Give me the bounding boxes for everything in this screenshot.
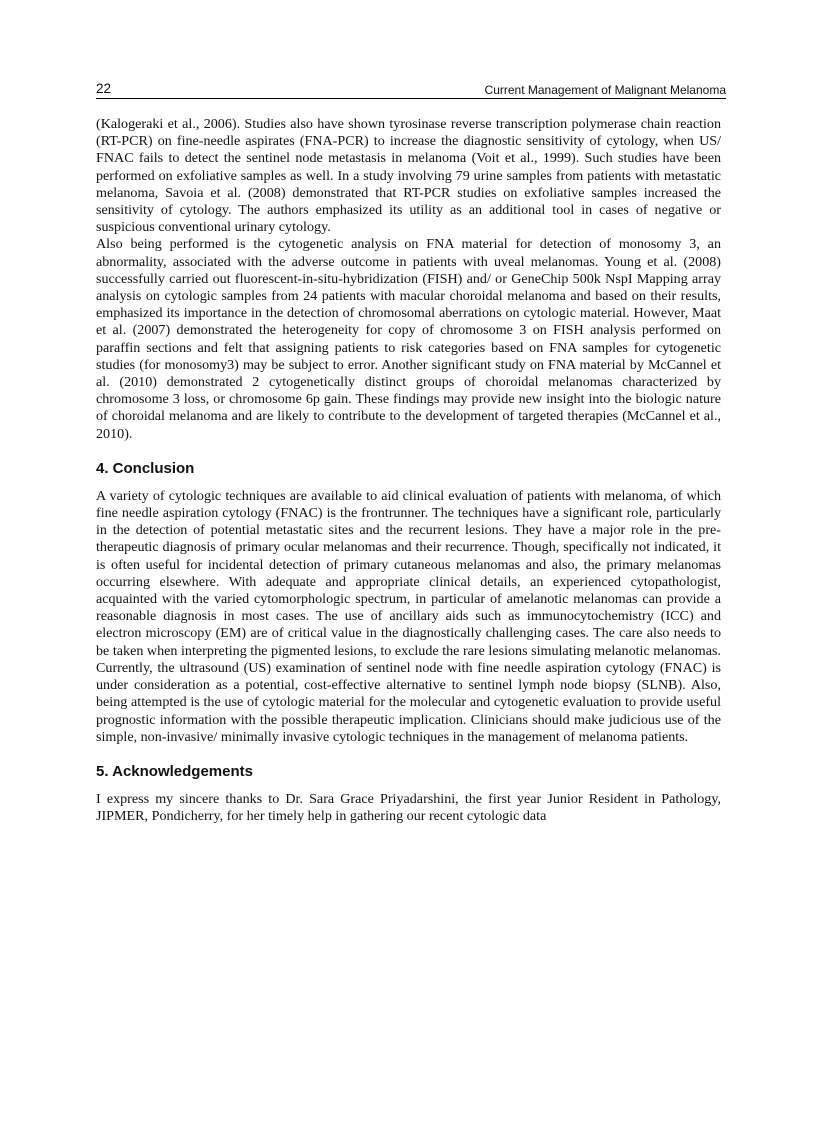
section-heading-acknowledgements: 5. Acknowledgements: [96, 762, 253, 780]
running-header: [96, 80, 726, 99]
paragraph-rt-pcr-studies: (Kalogeraki et al., 2006). Studies also have shown tyrosinase reverse transcription polymerase chain reaction (RT-PCR) on fine-needle aspirates (FNA-PCR) to increase the diagnostic sensitivity of cytology, when US/ FNAC fails to detect the sentinel node metastasis in melanoma (Voit et al., 1999). Such studies have been performed on exfoliative samples as well. In a study involving 79 urine samples from patients with metastatic melanoma, Savoia et al. (2008) demonstrated that RT-PCR studies on exfoliative samples increased the sensitivity of cytology. The authors emphasized its utility as an additional tool in cases of negative or suspicious conventional urinary cytology.: [96, 116, 721, 236]
paragraph-acknowledgements: I express my sincere thanks to Dr. Sara Grace Priyadarshini, the first year Junior Resident in Pathology, JIPMER, Pondicherry, for her timely help in gathering our recent cytologic data: [96, 790, 721, 825]
paragraph-cytogenetic-analysis: Also being performed is the cytogenetic analysis on FNA material for detection of monosomy 3, an abnormality, associated with the adverse outcome in patients with uveal melanomas. Young et al. (2008) successfully carried out fluorescent-in-situ-hybridization (FISH) and/ or GeneChip 500k NspI Mapping array analysis on cytologic samples from 24 patients with macular choroidal melanoma and based on their results, emphasized its importance in the detection of chromosomal aberrations on cytologic material. However, Maat et al. (2007) demonstrated the heterogeneity for copy of chromosome 3 on FISH analysis performed on paraffin sections and felt that assigning patients to risk categories based on FNA samples for cytogenetic studies (for monosomy3) may be subject to error. Another significant study on FNA material by McCannel et al. (2010) demonstrated 2 cytogenetically distinct groups of choroidal melanomas characterized by chromosome 3 loss, or chromosome 6p gain. These findings may provide new insight into the biologic nature of choroidal melanoma and are likely to contribute to the development of targeted therapies (McCannel et al., 2010).: [96, 236, 721, 442]
page-number: 22: [96, 81, 112, 96]
page-body: [96, 116, 721, 825]
running-title: Current Management of Malignant Melanoma: [484, 83, 726, 97]
paragraph-conclusion: A variety of cytologic techniques are available to aid clinical evaluation of patients with melanoma, of which fine needle aspiration cytology (FNAC) is the frontrunner. The techniques have a significant role, particularly in the detection of potential metastatic sites and the recurrent lesions. They have a major role in the pre-therapeutic diagnosis of primary ocular melanomas and their recurrence. Though, specifically not indicated, it is often useful for incidental detection of primary cutaneous melanomas and also, the primary melanomas occurring elsewhere. With adequate and appropriate clinical details, an experienced cytopathologist, acquainted with the varied cytomorphologic spectrum, in particular of amelanotic melanomas can provide a reasonable diagnosis in most cases. The use of ancillary aids such as immunocytochemistry (ICC) and electron microscopy (EM) are of critical value in the diagnostically challenging cases. The care also needs to be taken when interpreting the pigmented lesions, to exclude the rare lesions simulating melanotic melanomas. Currently, the ultrasound (US) examination of sentinel node with fine needle aspiration cytology (FNAC) is under consideration as a potential, cost-effective alternative to sentinel lymph node biopsy (SLNB). Also, being attempted is the use of cytologic material for the molecular and cytogenetic evaluation to provide useful prognostic information with the possible therapeutic implication. Clinicians should make judicious use of the simple, non-invasive/ minimally invasive cytologic techniques in the management of melanoma patients.: [96, 487, 721, 745]
section-heading-conclusion: 4. Conclusion: [96, 459, 195, 477]
